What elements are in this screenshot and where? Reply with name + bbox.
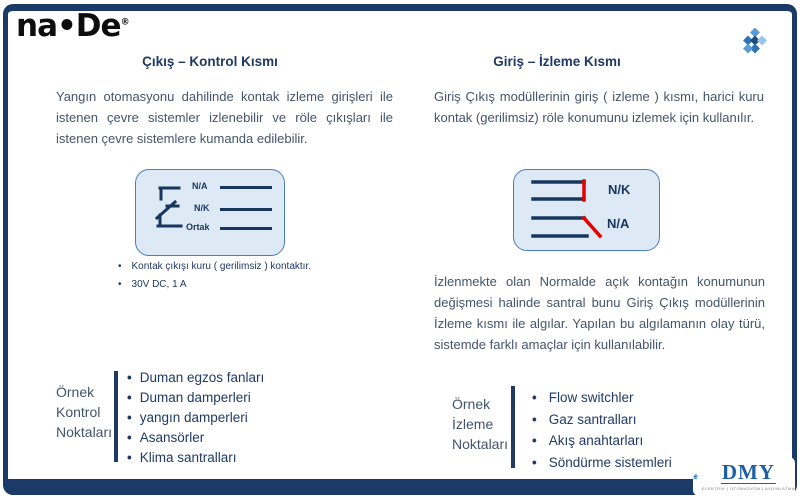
list-item: • Duman egzos fanları (127, 368, 264, 388)
list-item: • Akış anahtarları (532, 430, 672, 452)
monitor-examples-list (532, 387, 672, 473)
list-item: • Gaz santralları (532, 409, 672, 431)
control-examples-list (127, 368, 264, 468)
output-notes-list (118, 258, 388, 294)
contact-line (220, 208, 272, 211)
na-contact-label: N/A (192, 181, 208, 191)
list-item: • Söndürme sistemleri (532, 452, 672, 474)
note-item: • Kontak çıkışı kuru ( gerilimsiz ) kontaktır. (118, 258, 388, 276)
dmy-tagline: ELEKTRİK | OTOMASYON | AYDINLATMA (701, 485, 795, 491)
list-item: • yangın damperleri (127, 408, 264, 428)
nade-logo-text: na•De (16, 8, 121, 44)
list-item: • Flow switchler (532, 387, 672, 409)
nk-state-label: N/K (608, 182, 631, 197)
dmy-logo (693, 457, 795, 496)
list-item: • Duman damperleri (127, 388, 264, 408)
registered-mark-icon: ® (120, 17, 130, 28)
right-intro-paragraph: Giriş Çıkış modüllerinin giriş ( izleme ) kısmı, harici kuru kontak (gerilimsiz) röle konumunu izlemek için kullanılır. (434, 89, 764, 125)
left-intro-paragraph: Yangın otomasyonu dahilinde kontak izleme girişleri ile istenen çevre sistemler izlenebilir ve röle çıkışları ile istenen çevre sistemlere kumanda edilebilir. (56, 89, 393, 146)
common-contact-label: Ortak (186, 222, 210, 232)
dmy-logo-text: DMY (721, 460, 776, 485)
input-monitor-diagram (513, 169, 660, 251)
output-relay-diagram (135, 169, 285, 256)
list-item: • Klima santralları (127, 448, 264, 468)
right-detail-paragraph: İzlenmekte olan Normalde açık kontağın konumunun değişmesi halinde santral bunu Giriş Çıkış modüllerinin İzleme kısmı ile algılar. Yapılan bu algılamanın olay türü, sistemde farklı amaçlar için kullanılabilir. (434, 274, 765, 352)
left-column-heading: Çıkış – Kontrol Kısmı (142, 54, 278, 69)
right-column-heading: Giriş – İzleme Kısmı (493, 54, 621, 69)
page-border-frame (3, 4, 797, 495)
contact-line (220, 227, 272, 230)
pixel-diamond-icon (742, 28, 768, 63)
open-contact-red-line (584, 218, 600, 236)
na-state-label: N/A (607, 216, 630, 231)
divider-bar (114, 371, 118, 462)
dmy-diamond-icon (693, 466, 699, 488)
list-item: • Asansörler (127, 428, 264, 448)
contact-line (220, 186, 272, 189)
contact-state-icon (514, 170, 659, 250)
nk-contact-label: N/K (194, 203, 210, 213)
note-item: • 30V DC, 1 A (118, 276, 388, 294)
divider-bar (511, 386, 515, 468)
control-examples-label: Örnek Kontrol Noktaları (56, 384, 113, 440)
monitor-examples-label: Örnek İzleme Noktaları (452, 396, 509, 452)
nade-logo (16, 8, 130, 44)
